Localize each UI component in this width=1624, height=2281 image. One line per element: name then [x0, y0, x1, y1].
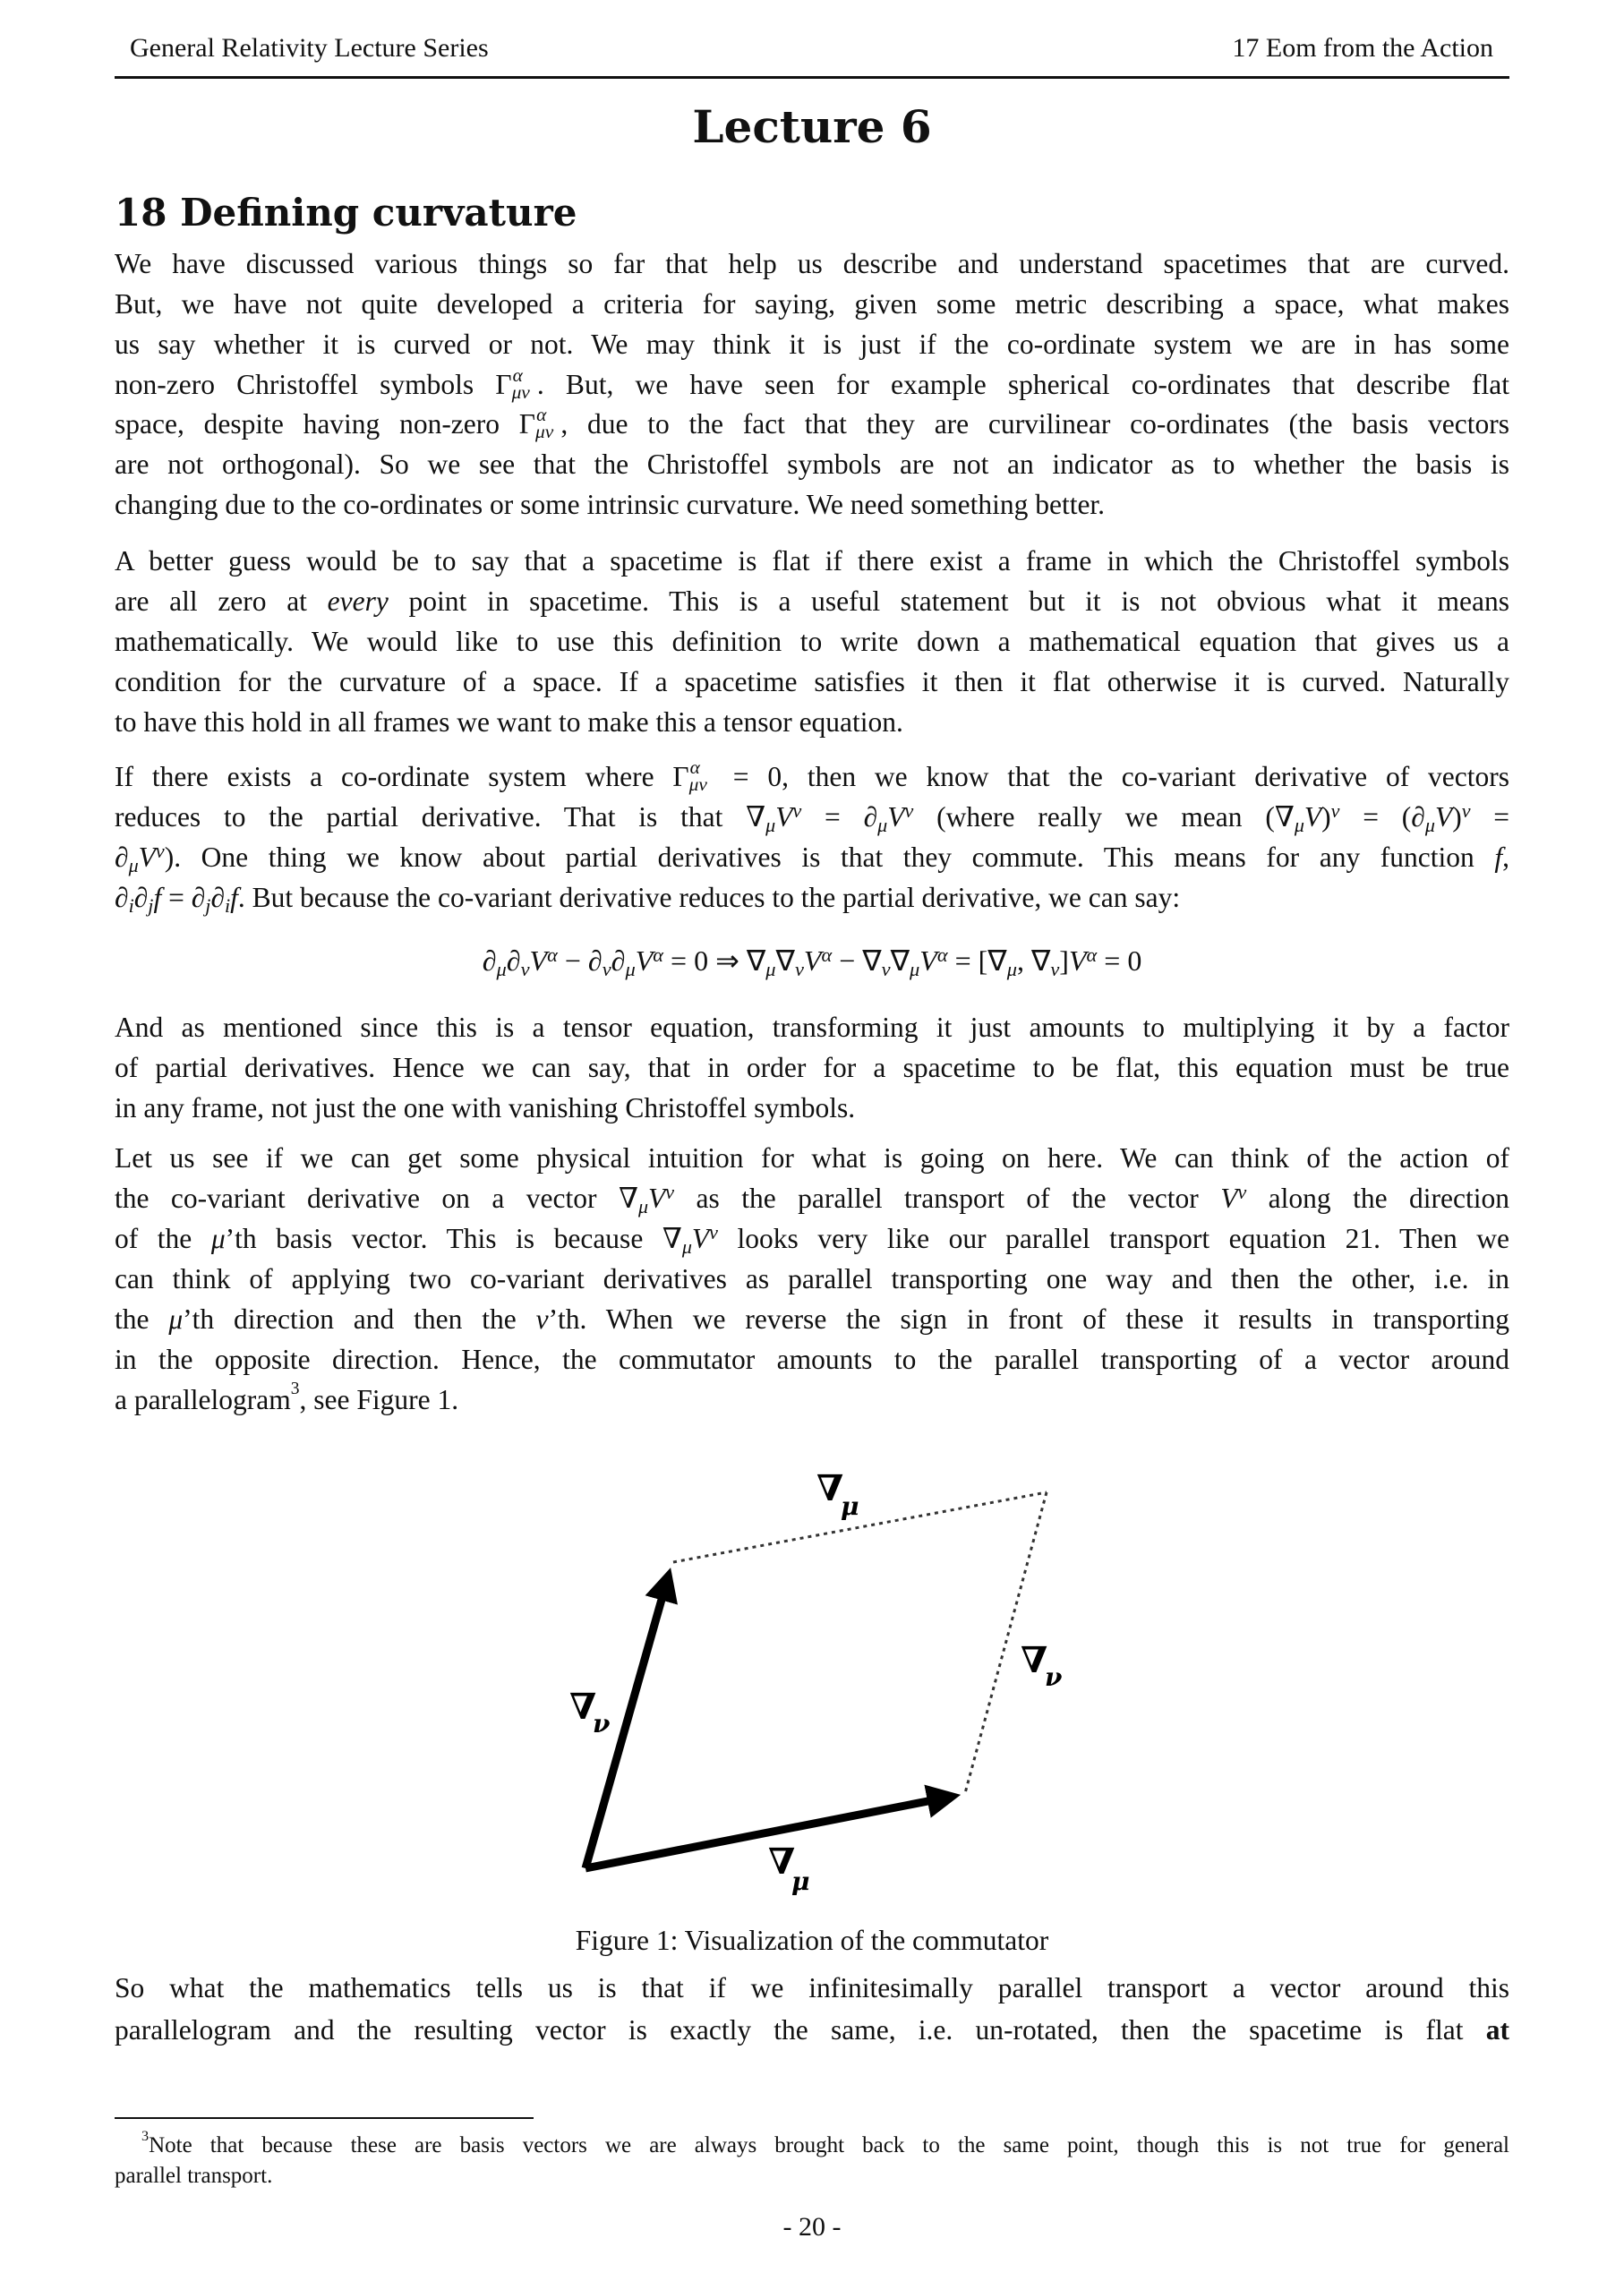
text-run: . But, we have seen for example spherical co-ordinates that describe flat: [536, 369, 1509, 400]
text-run: a parallelogram: [115, 1384, 291, 1415]
figure-reference: , see Figure 1.: [299, 1384, 459, 1415]
inline-math: $V^\nu$: [1220, 1181, 1247, 1214]
svg-text:ν: ν: [593, 1709, 611, 1739]
text-line: So what the mathematics tells us is that if we infinitesimally parallel transport a vector around this: [115, 1972, 1509, 2003]
text-line: [115, 2010, 1509, 2050]
footnote: [115, 2128, 1509, 2161]
inline-math: $\partial\mu V^\nu$: [115, 840, 165, 877]
text-run: looks very like our parallel transport equation 21. Then we: [717, 1223, 1509, 1254]
figure-caption: Figure 1: Visualization of the commutator: [575, 1925, 1049, 1956]
text-run: ’th direction and then the: [183, 1303, 536, 1335]
text-line: in any frame, not just the one with vanishing Christoffel symbols.: [115, 1092, 856, 1123]
inline-math: $\nabla\mu V^\nu = \partial\mu V^\nu$: [746, 799, 914, 837]
svg-text:∇: ∇: [816, 1467, 844, 1509]
page-number: - 20 -: [782, 2212, 842, 2242]
inline-math: μ: [210, 1223, 226, 1254]
svg-text:μ: μ: [791, 1867, 810, 1896]
bold-at: at: [1485, 2014, 1509, 2046]
dashed-edge-top: [673, 1492, 1047, 1562]
inline-math: $(\nabla\mu V)^\nu = (\partial\mu V)^\nu$ =: [1265, 799, 1510, 837]
text-line: And as mentioned since this is a tensor equation, transforming it just amounts to multiplying it by a factor: [115, 1012, 1509, 1043]
text-line: Let us see if we can get some physical intuition for what is going on here. We can think of the action of: [115, 1142, 1509, 1174]
text-run: point in spacetime. This is a useful statement but it is not obvious what it means: [388, 585, 1509, 617]
text-line: [115, 797, 1509, 837]
footnote-rule: [115, 2117, 534, 2119]
section-title: Defining curvature: [180, 191, 577, 235]
text-run: ’th basis vector. This is because: [225, 1223, 662, 1254]
text-run: the co-variant derivative on a vector: [115, 1183, 619, 1214]
text-line: are not orthogonal). So we see that the Christoffel symbols are not an indicator as to whether the basis is: [115, 449, 1509, 480]
text-run: as the parallel transport of the vector: [674, 1183, 1221, 1214]
text-run: . But because the co-variant derivative reduces to the partial derivative, we can say:: [237, 882, 1181, 913]
text-line: mathematically. We would like to use this definition to write down a mathematical equation that gives us a: [115, 626, 1509, 657]
emphasis-every: every: [327, 585, 389, 617]
figure-commutator: [501, 1450, 1128, 1916]
label-top-nabla-mu: [816, 1467, 859, 1521]
christoffel-symbol: Γ α μν: [672, 756, 707, 795]
text-run: , due to the fact that they are curvilinear co-ordinates (the basis vectors: [560, 408, 1509, 440]
text-run: parallelogram and the resulting vector is exactly the same, i.e. un-rotated, then the spacetime is flat: [115, 2014, 1486, 2046]
text-line: [115, 1380, 1509, 1420]
text-run: space, despite having non-zero: [115, 408, 519, 440]
text-line: [115, 1299, 1509, 1339]
text-run: reduces to the partial derivative. That is that: [115, 801, 747, 833]
text-line: [115, 404, 1509, 444]
christoffel-symbol: Γ α μν: [518, 403, 554, 442]
text-line: [115, 756, 1509, 797]
text-line: [115, 1218, 1509, 1259]
lecture-title: Lecture 6: [692, 100, 932, 153]
text-run: = 0, then we know that the co-variant derivative of vectors: [714, 761, 1510, 792]
section-heading: [115, 190, 577, 236]
inline-math: ∂i∂jf = ∂j∂if: [115, 882, 238, 918]
text-run: If there exists a co-ordinate system where: [115, 761, 673, 792]
text-run: of the: [115, 1223, 211, 1254]
label-bottom-nabla-mu: [768, 1841, 810, 1896]
text-run: the: [115, 1303, 169, 1335]
inline-math: $\nabla\mu V^\nu$: [662, 1221, 718, 1259]
text-run: ). One thing we know about partial derivatives is that they commute. This means for any function: [164, 841, 1495, 873]
text-line: A better guess would be to say that a spacetime is flat if there exist a frame in which the Christoffel symbols: [115, 545, 1509, 577]
footnote-text-continued: parallel transport.: [115, 2164, 273, 2188]
text-line: condition for the curvature of a space. If a spacetime satisfies it then it flat otherwise it is curved. Naturally: [115, 666, 1509, 697]
label-right-nabla-nu: [1021, 1639, 1062, 1692]
christoffel-symbol: Γ α μν: [495, 363, 530, 403]
text-run: non-zero Christoffel symbols: [115, 369, 496, 400]
inline-math: ν: [535, 1303, 549, 1335]
label-left-nabla-nu: [569, 1686, 610, 1739]
running-header-left: General Relativity Lecture Series: [130, 33, 489, 63]
text-run: along the direction: [1246, 1183, 1509, 1214]
inline-math: $\nabla\mu V^\nu$: [618, 1181, 675, 1218]
text-line: to have this hold in all frames we want to make this a tensor equation.: [115, 706, 903, 738]
text-line: [115, 364, 1509, 405]
text-line: of partial derivatives. Hence we can say, that in order for a spacetime to be flat, this equation must be true: [115, 1052, 1509, 1083]
text-line: We have discussed various things so far that help us describe and understand spacetimes that are curved.: [115, 248, 1509, 279]
svg-text:∇: ∇: [768, 1841, 796, 1883]
inline-math: f: [1494, 841, 1503, 873]
section-number: 18: [115, 191, 167, 235]
text-line: in the opposite direction. Hence, the commutator amounts to the parallel transporting of a vector around: [115, 1344, 1509, 1375]
text-line: [115, 1178, 1509, 1218]
text-run: ’th. When we reverse the sign in front of these it results in transporting: [548, 1303, 1509, 1335]
footnote-text: Note that because these are basis vectors we are always brought back to the same point, though this is not true for general: [149, 2133, 1509, 2157]
text-line: [115, 877, 1509, 918]
text-run: ,: [1502, 841, 1509, 873]
text-run: are all zero at: [115, 585, 328, 617]
text-line: [115, 581, 1509, 621]
footnote-reference[interactable]: 3: [290, 1379, 300, 1398]
text-line: us say whether it is curved or not. We may think it is just if the co-ordinate system we are in has some: [115, 329, 1509, 360]
svg-text:∇: ∇: [569, 1686, 597, 1728]
svg-text:∇: ∇: [1021, 1639, 1048, 1681]
text-run: (where really we mean: [913, 801, 1266, 833]
svg-text:ν: ν: [1045, 1662, 1063, 1692]
svg-text:μ: μ: [841, 1491, 859, 1521]
header-rule: [115, 76, 1509, 79]
display-equation: $\partial\mu\partial\nu V^\alpha - \partial\nu\partial\mu V^\alpha = 0$ ⇒ $\nabla\mu\nabla\nu V^\alpha - \nabla\nu\nabla\mu V^\alpha = [\nabla\mu$, $\nabla\nu]V^\alpha = 0$: [482, 943, 1142, 981]
text-line: changing due to the co-ordinates or some intrinsic curvature. We need something better.: [115, 489, 1106, 520]
running-header-right: 17 Eom from the Action: [1232, 33, 1493, 63]
text-line: But, we have not quite developed a criteria for saying, given some metric describing a space, what makes: [115, 288, 1509, 320]
text-line: can think of applying two co-variant derivatives as parallel transporting one way and then the other, i.e. in: [115, 1263, 1509, 1294]
footnote-marker: 3: [141, 2128, 150, 2145]
text-line: [115, 837, 1509, 877]
inline-math: μ: [168, 1303, 184, 1335]
